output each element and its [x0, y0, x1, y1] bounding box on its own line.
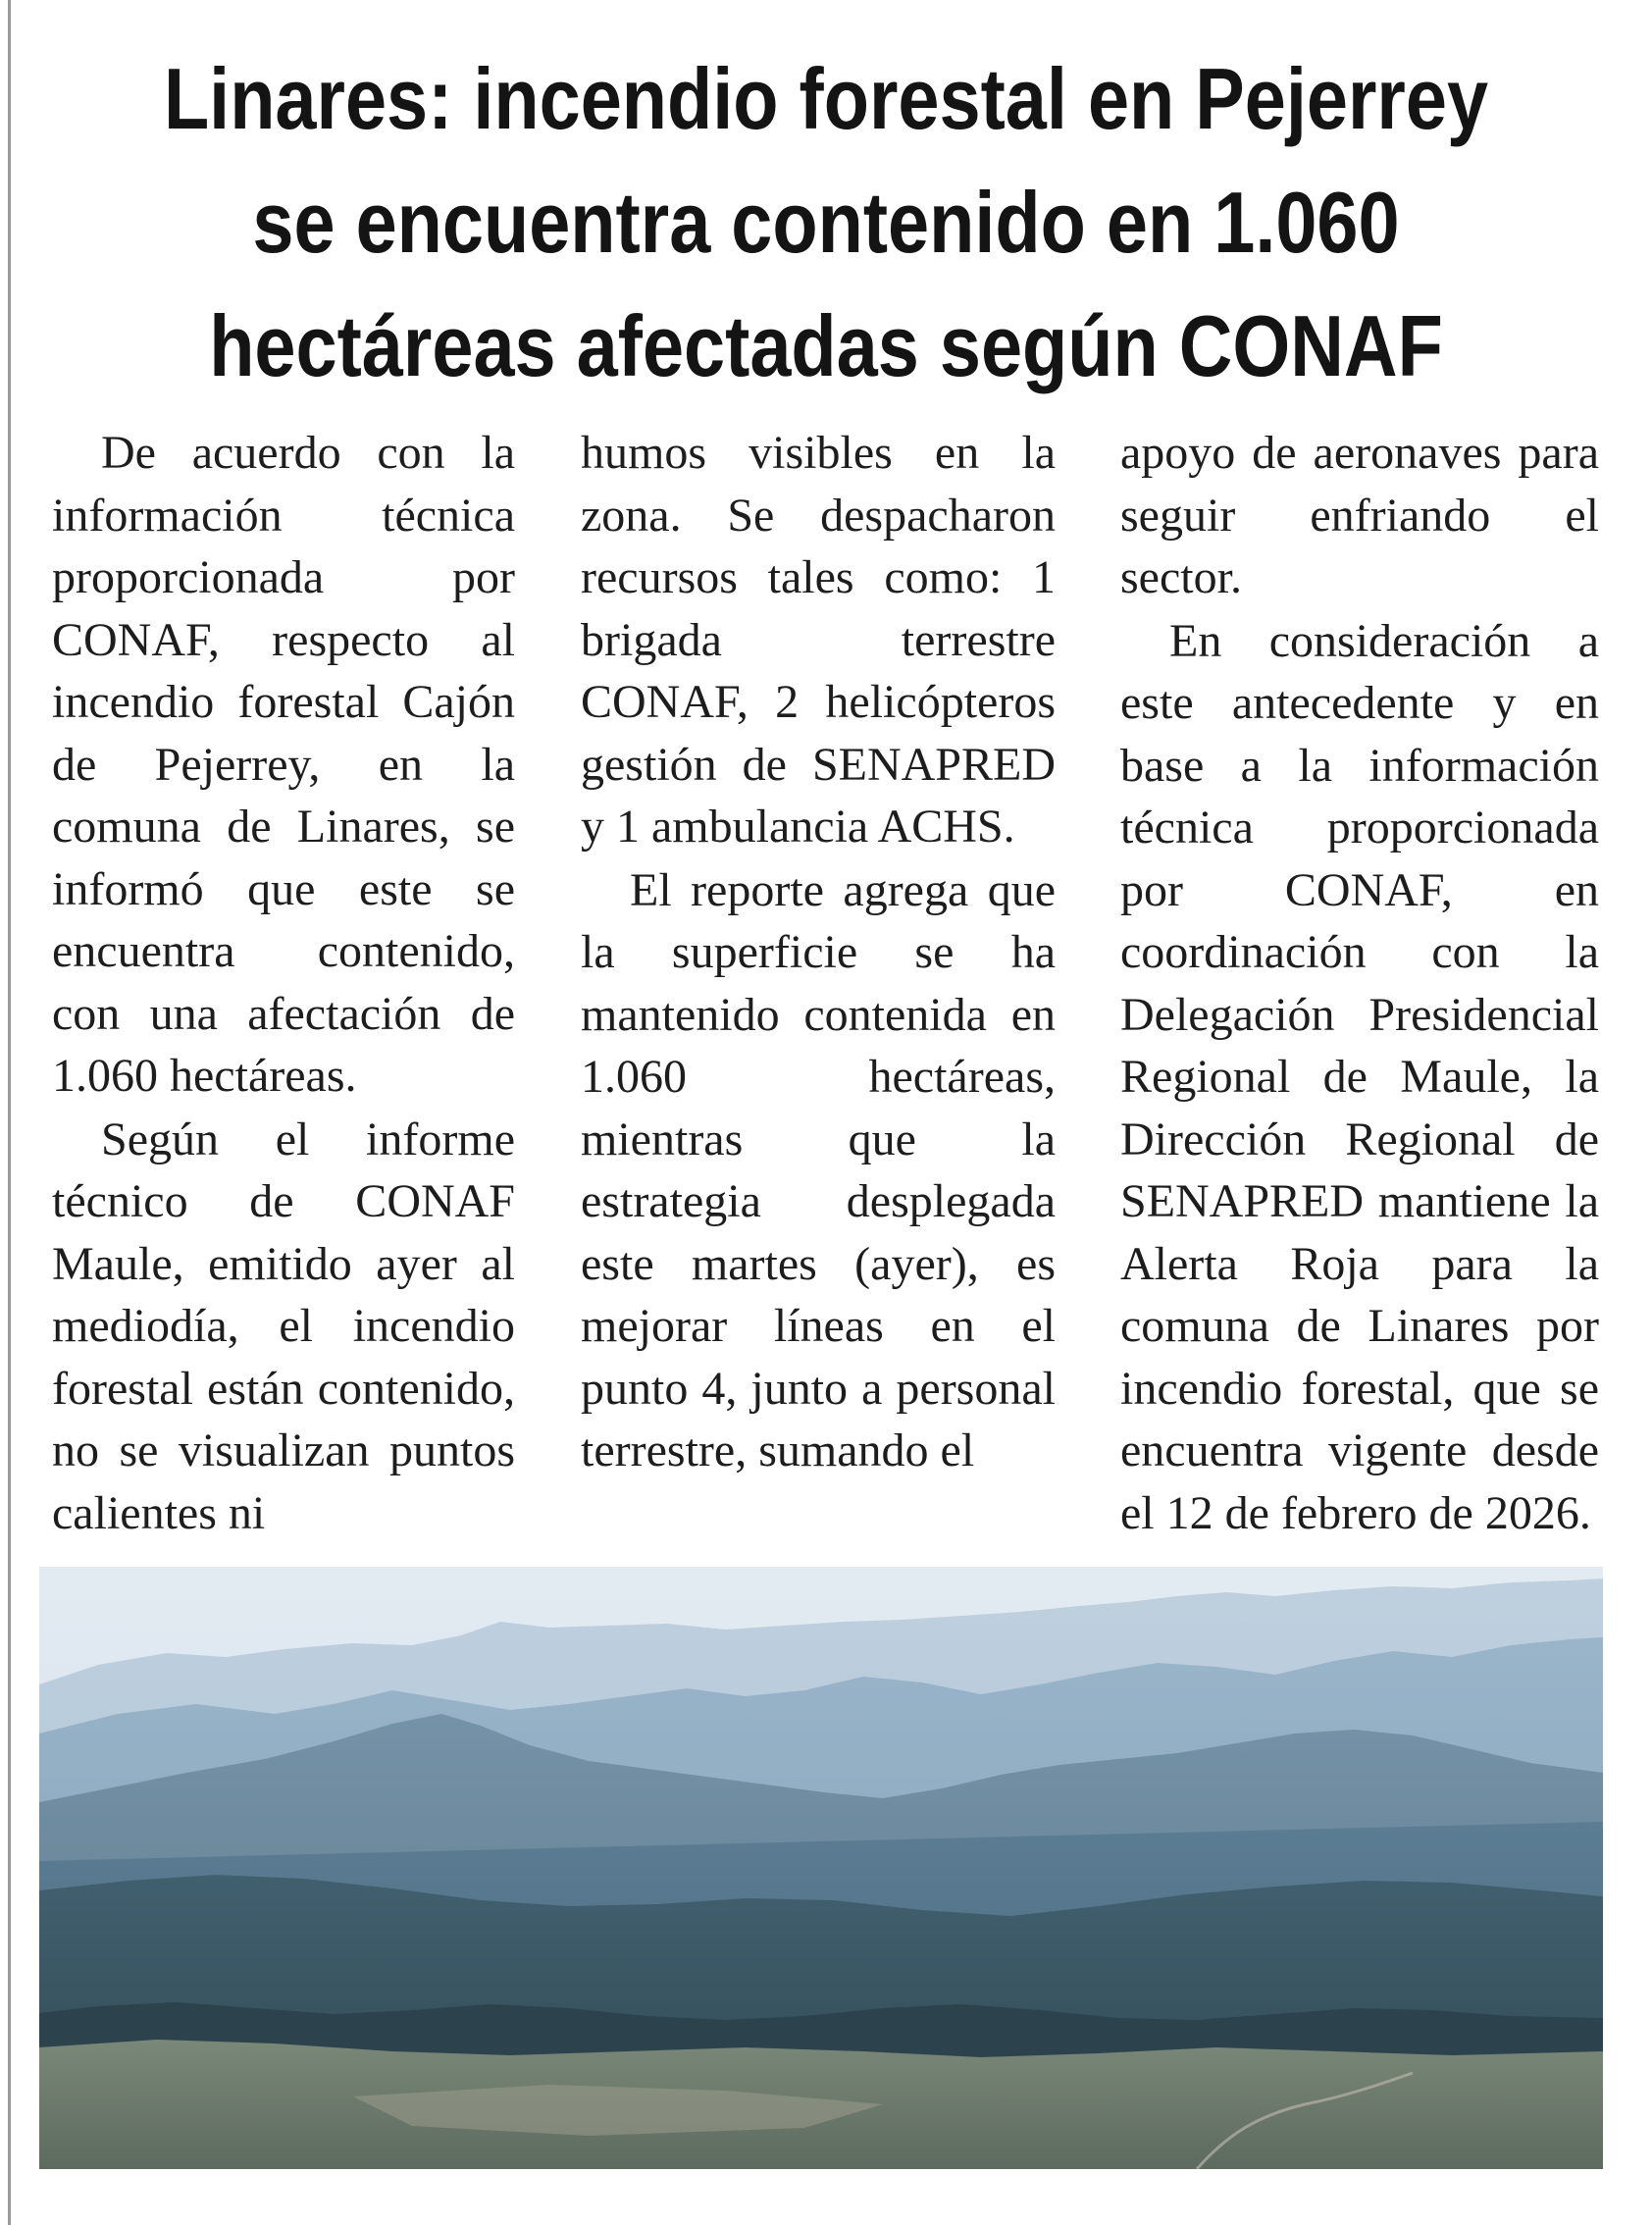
paragraph: humos visibles en la zona. Se despacharon recursos tales como: 1 brigada terrestre CONAF, 2 helicópteros gestión de SENAPRED y 1 ambulancia ACHS. [581, 427, 1056, 853]
headline-line-3: hectáreas afectadas según CONAF [209, 297, 1443, 394]
headline-line-2: se encuentra contenido en 1.060 [252, 174, 1400, 271]
paragraph: En consideración a este antecedente y en base a la información técnica proporcionada por CONAF, en coordinación con la Delegación Presidencial Regional de Maule, la Dirección Regional de SENAPRED mantiene la Alerta Roja para la comuna de Linares por incendio forestal, que se encuentra vigente desde el 12 de febrero de 2026. [1120, 614, 1599, 1539]
text-column-1 [52, 422, 515, 1560]
headline-line-1: Linares: incendio forestal en Pejerrey [163, 50, 1489, 147]
paragraph: apoyo de aeronaves para seguir enfriando el sector. [1120, 427, 1599, 603]
mountain-landscape-photo [39, 1567, 1603, 2169]
mountain-landscape-illustration [39, 1567, 1603, 2169]
text-column-3 [1120, 422, 1599, 1560]
text-column-2 [581, 422, 1056, 1560]
article-body [0, 422, 1652, 1560]
article-headline [149, 37, 1502, 408]
paragraph: El reporte agrega que la superficie se ha mantenido contenida en 1.060 hectáreas, mientras que la estrategia desplegada este martes (ayer), es mejorar líneas en el punto 4, junto a personal terrestre, sumando el [581, 863, 1056, 1476]
paragraph: De acuerdo con la información técnica proporcionada por CONAF, respecto al incendio forestal Cajón de Pejerrey, en la comuna de Linares, se informó que este se encuentra contenido, con una afectación de 1.060 hectáreas. [52, 427, 515, 1102]
paragraph: Según el informe técnico de CONAF Maule, emitido ayer al mediodía, el incendio forestal están contenido, no se visualizan puntos calientes ni [52, 1112, 515, 1539]
